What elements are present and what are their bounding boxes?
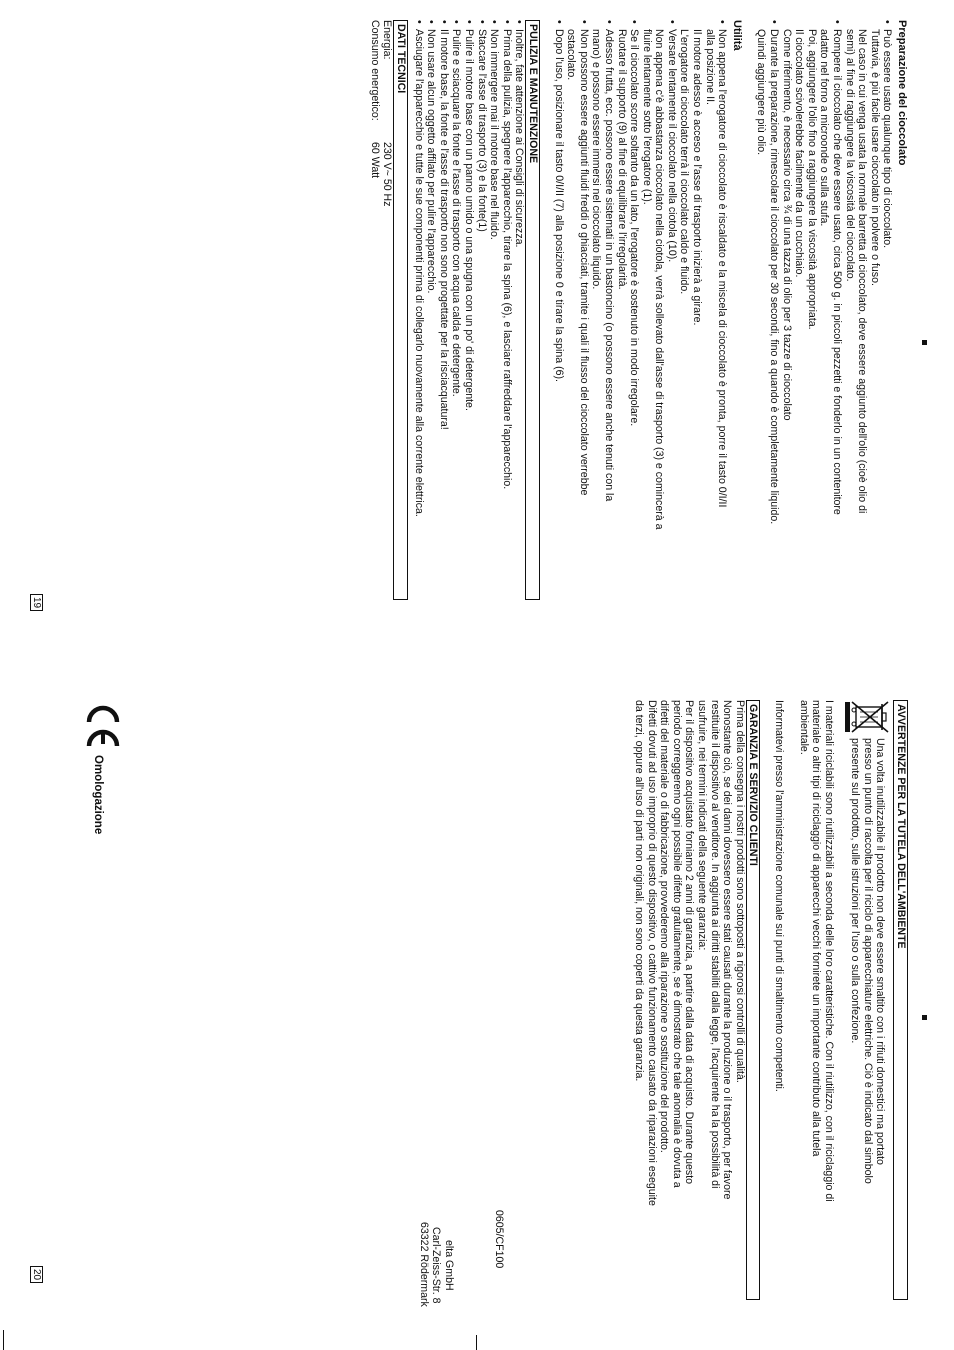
- bullet-item: • Non usare alcun oggetto affilato per pulire l'apparecchio.: [425, 20, 438, 600]
- bullet-item: • Durante la preparazione, rimescolare il cioccolato per 30 secondi, fino a quando è completamente liquido.: [767, 20, 780, 600]
- bullet-item: • Inoltre, fate attenzione ai Consigli di sicurezza.: [513, 20, 526, 600]
- bullet-item: • Versare lentamente il cioccolato nella ciotola (10).: [665, 20, 678, 600]
- continuation-line: Quindi aggiungere più olio.: [755, 29, 768, 156]
- bullet-item: • Pulire il motore base con un panno umido o una spugna con un po' di detergente.: [462, 20, 475, 600]
- bullet-item: • Pulire e sciacquare la fonte e l'asse di trasporto con acqua calda e detergente.: [450, 20, 463, 600]
- environment-line: ambientale.: [797, 700, 810, 755]
- warranty-line: periodo correggeremo ogni possibile difetto gratuitamente, se è dimostrato che tale anomalia è dovuta a: [670, 700, 683, 1188]
- bullet-item: • Il motore base, la fonte e l'asse di trasporto non sono progettate per la risciacquatura!: [437, 20, 450, 600]
- bullet-item: • Non appena l'erogatore di cioccolato è riscaldato e la miscela di cioccolato è pronta, porre il tasto 0/I/II: [716, 20, 729, 600]
- product-code: 0605/CF100: [493, 1210, 505, 1269]
- cleaning-list: [412, 20, 525, 600]
- company-street: Carl-Zeiss-Str. 8: [430, 1227, 443, 1304]
- environment-line: Una volta inutilizzabile il prodotto non deve essere smaltito con i rifiuti domestici ma portato: [874, 738, 887, 1165]
- section-preparation: [755, 20, 908, 600]
- environment-line: presso un punto di raccolta per il riciclo di apparecchiature elettriche. Ciò è indicato dal simbolo: [861, 738, 874, 1184]
- bullet-item: • Asciugare l'apparecchio e tutte le sue componenti prima di collegarlo nuovamente alla corrente elettrica.: [412, 20, 425, 600]
- bullet-item: • Non immergere mai il motore base nel fluido.: [488, 20, 501, 600]
- continuation-line: Ruotare il supporto (9) al fine di equilibrare l'irregolarità.: [615, 29, 628, 290]
- environment-heading: AVVERTENZE PER LA TUTELA DELL'AMBIENTE: [893, 700, 908, 1300]
- environment-line: I materiali riciclabili sono riutilizzabili a seconda delle loro caratteristiche. Con il riutilizzo, con il riciclaggio di: [822, 700, 835, 1202]
- continuation-line: fluire lentamente sotto l'erogatore (1).: [640, 29, 653, 205]
- right-page-column: [633, 700, 909, 1300]
- environment-line: presente sul prodotto, sulle istruzioni per l'uso o sulla confezione.: [849, 738, 862, 1044]
- bullet-item: • Prima della pulizia, spegnere l'apparecchio, tirare la spina (6), e lasciare raffreddare l'apparecchio.: [500, 20, 513, 600]
- use-heading: Utilità: [730, 20, 743, 51]
- warranty-line: Nonostante ciò, se dei danni dovessero essere stati causati durante la produzione o il trasporto, per favore: [721, 700, 734, 1200]
- bullet-item: • Staccare l'asse di trasporto (3) e la fonte(1): [475, 20, 488, 600]
- approval-label: Omologazione: [92, 755, 104, 835]
- company-address: [417, 1222, 455, 1342]
- warranty-line: restituite il dispositivo al venditore. In aggiunta ai diritti stabiliti dalla legge, l'acquirente ha la possibilità di: [708, 700, 721, 1189]
- tech-value: 230 V~ 50 Hz: [381, 142, 394, 207]
- company-city: 63322 Rödermark: [417, 1222, 430, 1307]
- register-mark-mid: [922, 1015, 927, 1020]
- warranty-line: usufruire, nei termini indicati della seguente garanzia:: [696, 700, 709, 951]
- tech-row-consumption: [368, 20, 381, 600]
- continuation-line: adatto nel forno a microonde o sulla stufa.: [818, 29, 831, 227]
- fold-tick-left: [3, 1330, 4, 1350]
- tech-row-energy: [381, 20, 394, 600]
- cleaning-heading: PULIZIA E MANUTENZIONE: [525, 20, 540, 600]
- continuation-line: ostacolato.: [565, 29, 578, 81]
- crossed-bin-icon: [841, 700, 891, 738]
- tech-label: Energia:: [381, 20, 394, 60]
- bullet-item: • Dopo l'uso, posizionare il tasto 0/I/II (7) alla posizione 0 e tirare la spina (6).: [552, 20, 565, 600]
- continuation-line: semi) al fine di raggiungere la viscosità del cioccolato.: [843, 29, 856, 282]
- technical-data-heading: DATI TECNICI: [393, 20, 408, 600]
- preparation-list: [755, 20, 894, 600]
- fold-tick-mid: [476, 1335, 477, 1350]
- tech-value: 60 Watt: [368, 142, 381, 179]
- tech-label: Consumo energetico:: [368, 20, 381, 121]
- warranty-line: difetti del materiale o di fabbricazione, provvederemo alla riparazione o sostituzione del prodotto.: [658, 700, 671, 1153]
- continuation-line: alla posizione II.: [703, 29, 716, 105]
- company-name: elta GmbH: [443, 1240, 455, 1291]
- left-page-column: [368, 20, 908, 600]
- continuation-line: Non appena c'è abbastanza cioccolato nella ciotola, verrà sollevato dall'asse di trasporto (3) e comincerà a: [653, 29, 666, 530]
- bullet-item: • Rompere il cioccolato che deve essere usato, circa 500 g. in piccoli pezzetti e fonderlo in un contenitore: [830, 20, 843, 600]
- continuation-line: Nel caso in cui venga usata la normale barretta di cioccolato, deve essere aggiunto dell'olio (cioè olio di: [856, 29, 869, 514]
- environment-paragraph-3: Informatevi presso l'amministrazione comunale sui punti di smaltimento competenti.: [773, 700, 786, 1092]
- section-cleaning: [412, 20, 540, 600]
- environment-notice: [841, 700, 891, 1300]
- warranty-line: da terzi, oppure all'uso di parti non originali, non sono coperti da questa garanzia.: [633, 700, 646, 1082]
- warranty-line: Per il dispositivo acquistato forniamo 2 anni di garanzia, a partire dalla data di acquisto. Durante questo: [683, 700, 696, 1185]
- bullet-item: • Non possono essere aggiunti fluidi freddi o ghiacciati, tramite i quali il flusso del cioccolato verrebbe: [577, 20, 590, 600]
- environment-line: materiale o altri tipi di riciclaggio di apparecchi vecchi fornirete un importante contributo alla tutela: [810, 700, 823, 1157]
- continuation-line: Il cioccolato scivolerebbe facilmente da un cucchiaio.: [793, 29, 806, 278]
- continuation-line: Come riferimento, è necessario circa ¾ di una tazza di olio per 3 tazze di cioccolato: [780, 29, 793, 421]
- warranty-line: Prima della consegna i nostri prodotti sono sottoposti a rigorosi controlli di qualità.: [733, 700, 746, 1083]
- continuation-line: Poi, aggiungere l'olio fino a raggiungere la viscosità appropriata.: [805, 29, 818, 330]
- continuation-line: L'erogatore di cioccolato terrà il cioccolato caldo e fluido.: [678, 29, 691, 295]
- bullet-item: • Può essere usato qualunque tipo di cioccolato.: [881, 20, 894, 600]
- use-list: [552, 20, 728, 600]
- continuation-line: Il motore adesso è acceso e l'asse di trasporto inizierà a girare.: [691, 29, 704, 326]
- section-technical-data: [368, 20, 408, 600]
- environment-lines: [841, 738, 891, 1184]
- continuation-line: Tuttavia, è più facile usare cioccolato in polvere o fuso.: [868, 29, 881, 286]
- warranty-lines: [633, 700, 746, 1300]
- bullet-item: • Se il cioccolato scorre soltanto da un lato, l'erogatore è sostenuto in modo irregolare.: [628, 20, 641, 600]
- warranty-heading: GARANZIA E SERVIZIO CLIENTI: [746, 700, 761, 1300]
- warranty-line: Difetti dovuti ad uso improprio di questo dispositivo, o cattivo funzionamento causato da riparazioni eseguite: [645, 700, 658, 1206]
- continuation-line: mano) e possono essere immersi nel cioccolato liquido.: [590, 29, 603, 290]
- page-number-right: 20: [30, 1266, 43, 1283]
- register-mark-top: [922, 340, 927, 345]
- page-number-left: 19: [30, 594, 43, 611]
- environment-paragraph-2: [797, 700, 835, 1300]
- preparation-heading: Preparazione del cioccolato: [896, 20, 908, 166]
- ce-mark: [82, 702, 122, 750]
- section-use: [552, 20, 743, 600]
- bullet-item: • Adesso frutta, ecc. possono essere sistemati in un bastoncino (o possono essere anche tenuti con la: [602, 20, 615, 600]
